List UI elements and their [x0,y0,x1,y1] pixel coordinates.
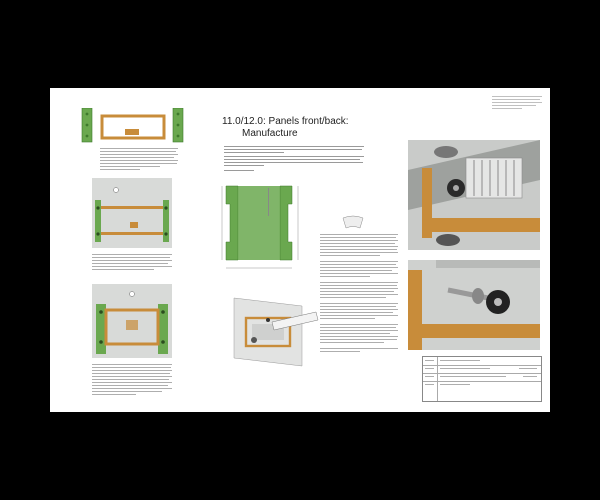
photo-fastener-closeup [408,260,540,350]
caption-figure-2 [92,254,174,278]
intro-paragraph [224,146,366,174]
figure-bracket [340,214,366,232]
revision-notes [492,96,544,114]
photo-clamp-closeup [408,140,540,250]
caption-figure-1 [100,148,180,174]
page-title-line-1: 11.0/12.0: Panels front/back: [222,116,349,127]
title-block-text [423,357,541,401]
figure-panel-exploded [80,108,185,144]
drawing-sheet [50,88,550,412]
figure-panel-dimensions [218,184,308,280]
figure-panel-assembly [92,178,172,248]
page-title-line-2: Manufacture [242,128,298,139]
page-title [222,116,392,140]
figure-panel-assembled [92,284,172,358]
caption-figure-3 [92,364,174,406]
procedure-text [320,234,400,364]
title-block [422,356,542,402]
figure-wall-mount [232,292,322,368]
